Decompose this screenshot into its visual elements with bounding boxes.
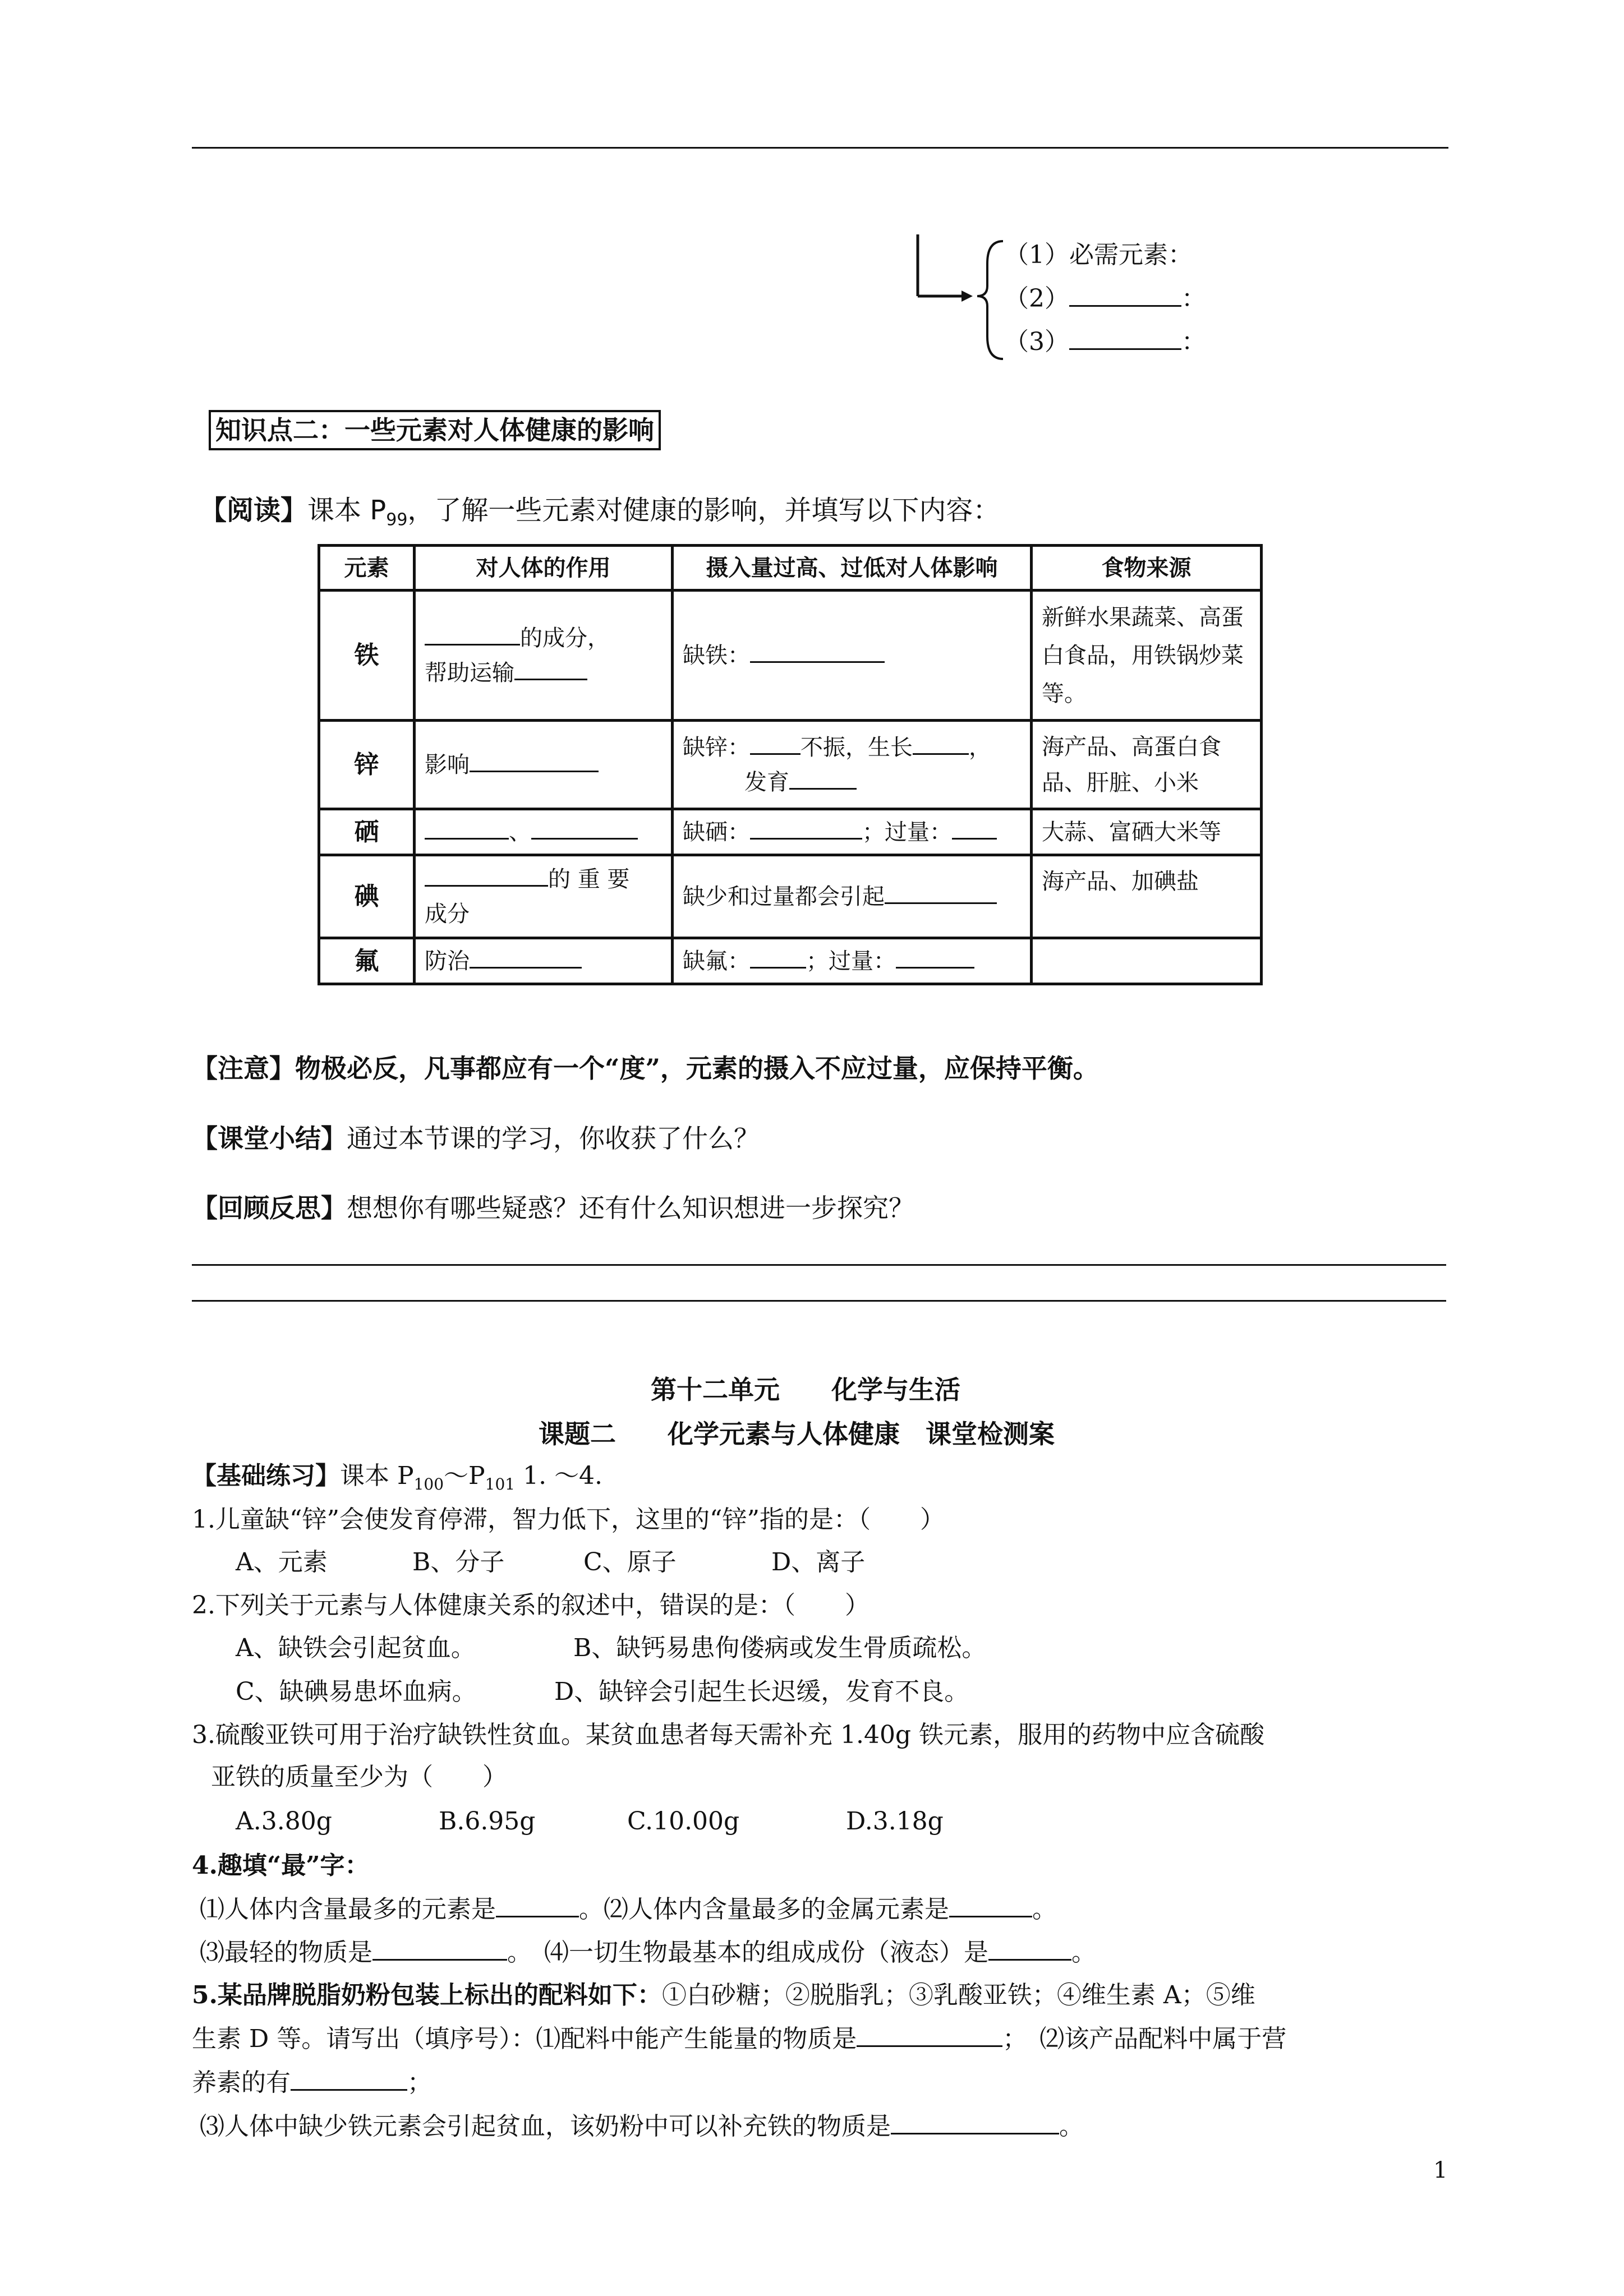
table-row bbox=[319, 938, 1262, 984]
element-fluorine: 氟 bbox=[319, 938, 415, 984]
lesson-title: 课题二 化学元素与人体健康 课堂检测案 bbox=[539, 1419, 1055, 1449]
question-1-option-b: B、分子 bbox=[412, 1548, 505, 1576]
question-5-line-2: 生素 D 等。请写出（填序号）：⑴配料中能产生能量的物质是 ； ⑵该产品配料中属于营 bbox=[192, 2022, 1286, 2056]
branch-bracket-diagram bbox=[903, 224, 1010, 370]
branch-item-2: （2） ： bbox=[1004, 282, 1206, 316]
question-1-option-a: A、元素 bbox=[236, 1548, 328, 1576]
page-number: 1 bbox=[1433, 2157, 1448, 2183]
knowledge-point-title: 知识点二：一些元素对人体健康的影响 bbox=[209, 410, 661, 450]
question-1-option-c: C、原子 bbox=[583, 1548, 677, 1576]
effect-cell: 缺氟： ；过量： bbox=[673, 938, 1032, 984]
effect-cell: 缺硒： ；过量： bbox=[673, 809, 1032, 855]
question-2-option-d: D、缺锌会引起生长迟缓，发育不良。 bbox=[554, 1677, 969, 1706]
source-cell: 新鲜水果蔬菜、高蛋白食品，用铁锅炒菜等。 bbox=[1032, 591, 1262, 721]
role-cell: 影响 bbox=[415, 721, 673, 809]
separator-rule-1 bbox=[192, 1264, 1446, 1266]
question-2-stem: 2.下列关于元素与人体健康关系的叙述中，错误的是：（ ） bbox=[192, 1591, 869, 1620]
source-cell: 海产品、加碘盐 bbox=[1032, 855, 1262, 938]
element-iodine: 碘 bbox=[319, 855, 415, 938]
source-cell bbox=[1032, 938, 1262, 984]
element-iron: 铁 bbox=[319, 591, 415, 721]
question-3-option-d: D.3.18g bbox=[846, 1807, 944, 1836]
top-rule bbox=[192, 147, 1448, 149]
table-row bbox=[319, 721, 1262, 809]
question-1-option-d: D、离子 bbox=[771, 1548, 866, 1576]
branch-item-3: （3） ： bbox=[1004, 325, 1206, 359]
header-food-source: 食物来源 bbox=[1032, 546, 1262, 591]
question-5-line-4: ⑶人体中缺少铁元素会引起贫血，该奶粉中可以补充铁的物质是 。 bbox=[200, 2110, 1084, 2143]
role-cell: 防治 bbox=[415, 938, 673, 984]
source-cell: 海产品、高蛋白食品、肝脏、小米 bbox=[1032, 721, 1262, 809]
effect-cell: 缺少和过量都会引起 bbox=[673, 855, 1032, 938]
question-5-line-3: 养素的有 ； bbox=[192, 2066, 432, 2100]
question-2-option-a: A、缺铁会引起贫血。 bbox=[236, 1634, 476, 1662]
role-cell: 的 重 要 成分 bbox=[415, 855, 673, 938]
table-row bbox=[319, 591, 1262, 721]
question-3-option-c: C.10.00g bbox=[627, 1807, 740, 1836]
question-3-option-b: B.6.95g bbox=[439, 1807, 536, 1836]
table-row bbox=[319, 809, 1262, 855]
branch-item-1: （1）必需元素： bbox=[1004, 241, 1193, 269]
question-4-line-1: ⑴人体内含量最多的元素是 。⑵人体内含量最多的金属元素是 。 bbox=[200, 1893, 1057, 1926]
question-1-stem: 1.儿童缺“锌”会使发育停滞，智力低下，这里的“锌”指的是：（ ） bbox=[192, 1505, 945, 1534]
element-zinc: 锌 bbox=[319, 721, 415, 809]
element-health-table bbox=[318, 544, 1263, 985]
element-selenium: 硒 bbox=[319, 809, 415, 855]
question-3-line-2: 亚铁的质量至少为（ ） bbox=[211, 1763, 507, 1791]
source-cell: 大蒜、富硒大米等 bbox=[1032, 809, 1262, 855]
role-cell: 的成分， 帮助运输 bbox=[415, 591, 673, 721]
reading-line: 【阅读】课本 $P_{99}$，了解一些元素对健康的影响，并填写以下内容： bbox=[200, 495, 1000, 530]
question-3-line-1: 3.硫酸亚铁可用于治疗缺铁性贫血。某贫血患者每天需补充 1.40g 铁元素，服用的药物中应含硫酸 bbox=[192, 1721, 1265, 1749]
review-line: 【回顾反思】想想你有哪些疑惑？还有什么知识想进一步探究？ bbox=[192, 1193, 914, 1223]
notice-line: 【注意】物极必反，凡事都应有一个“度”，元素的摄入不应过量，应保持平衡。 bbox=[192, 1053, 1099, 1084]
question-5-line-1: 5.某品牌脱脂奶粉包装上标出的配料如下：①白砂糖；②脱脂乳；③乳酸亚铁；④维生素 A；⑤维 bbox=[192, 1981, 1255, 2009]
question-4-line-2: ⑶最轻的物质是 。 ⑷一切生物最基本的组成成份（液态）是 。 bbox=[200, 1936, 1096, 1970]
question-4-stem: 4.趣填“最”字： bbox=[192, 1851, 370, 1880]
header-element: 元素 bbox=[319, 546, 415, 591]
header-intake-effect: 摄入量过高、过低对人体影响 bbox=[673, 546, 1032, 591]
separator-rule-2 bbox=[192, 1300, 1446, 1302]
basic-practice-line: 【基础练习】课本 $P_{100}\sim P_{101}$ 1. ～4. bbox=[192, 1461, 603, 1493]
table-row bbox=[319, 855, 1262, 938]
effect-cell: 缺铁： bbox=[673, 591, 1032, 721]
unit-title: 第十二单元 化学与生活 bbox=[651, 1375, 960, 1405]
role-cell: 、 bbox=[415, 809, 673, 855]
table-header-row bbox=[319, 546, 1262, 591]
effect-cell: 缺锌： 不振，生长 ， 发育 bbox=[673, 721, 1032, 809]
question-2-option-b: B、缺钙易患佝偻病或发生骨质疏松。 bbox=[573, 1634, 987, 1662]
header-role: 对人体的作用 bbox=[415, 546, 673, 591]
question-3-option-a: A.3.80g bbox=[236, 1807, 332, 1836]
question-2-option-c: C、缺碘易患坏血病。 bbox=[236, 1677, 477, 1706]
summary-line: 【课堂小结】通过本节课的学习，你收获了什么？ bbox=[192, 1123, 760, 1154]
